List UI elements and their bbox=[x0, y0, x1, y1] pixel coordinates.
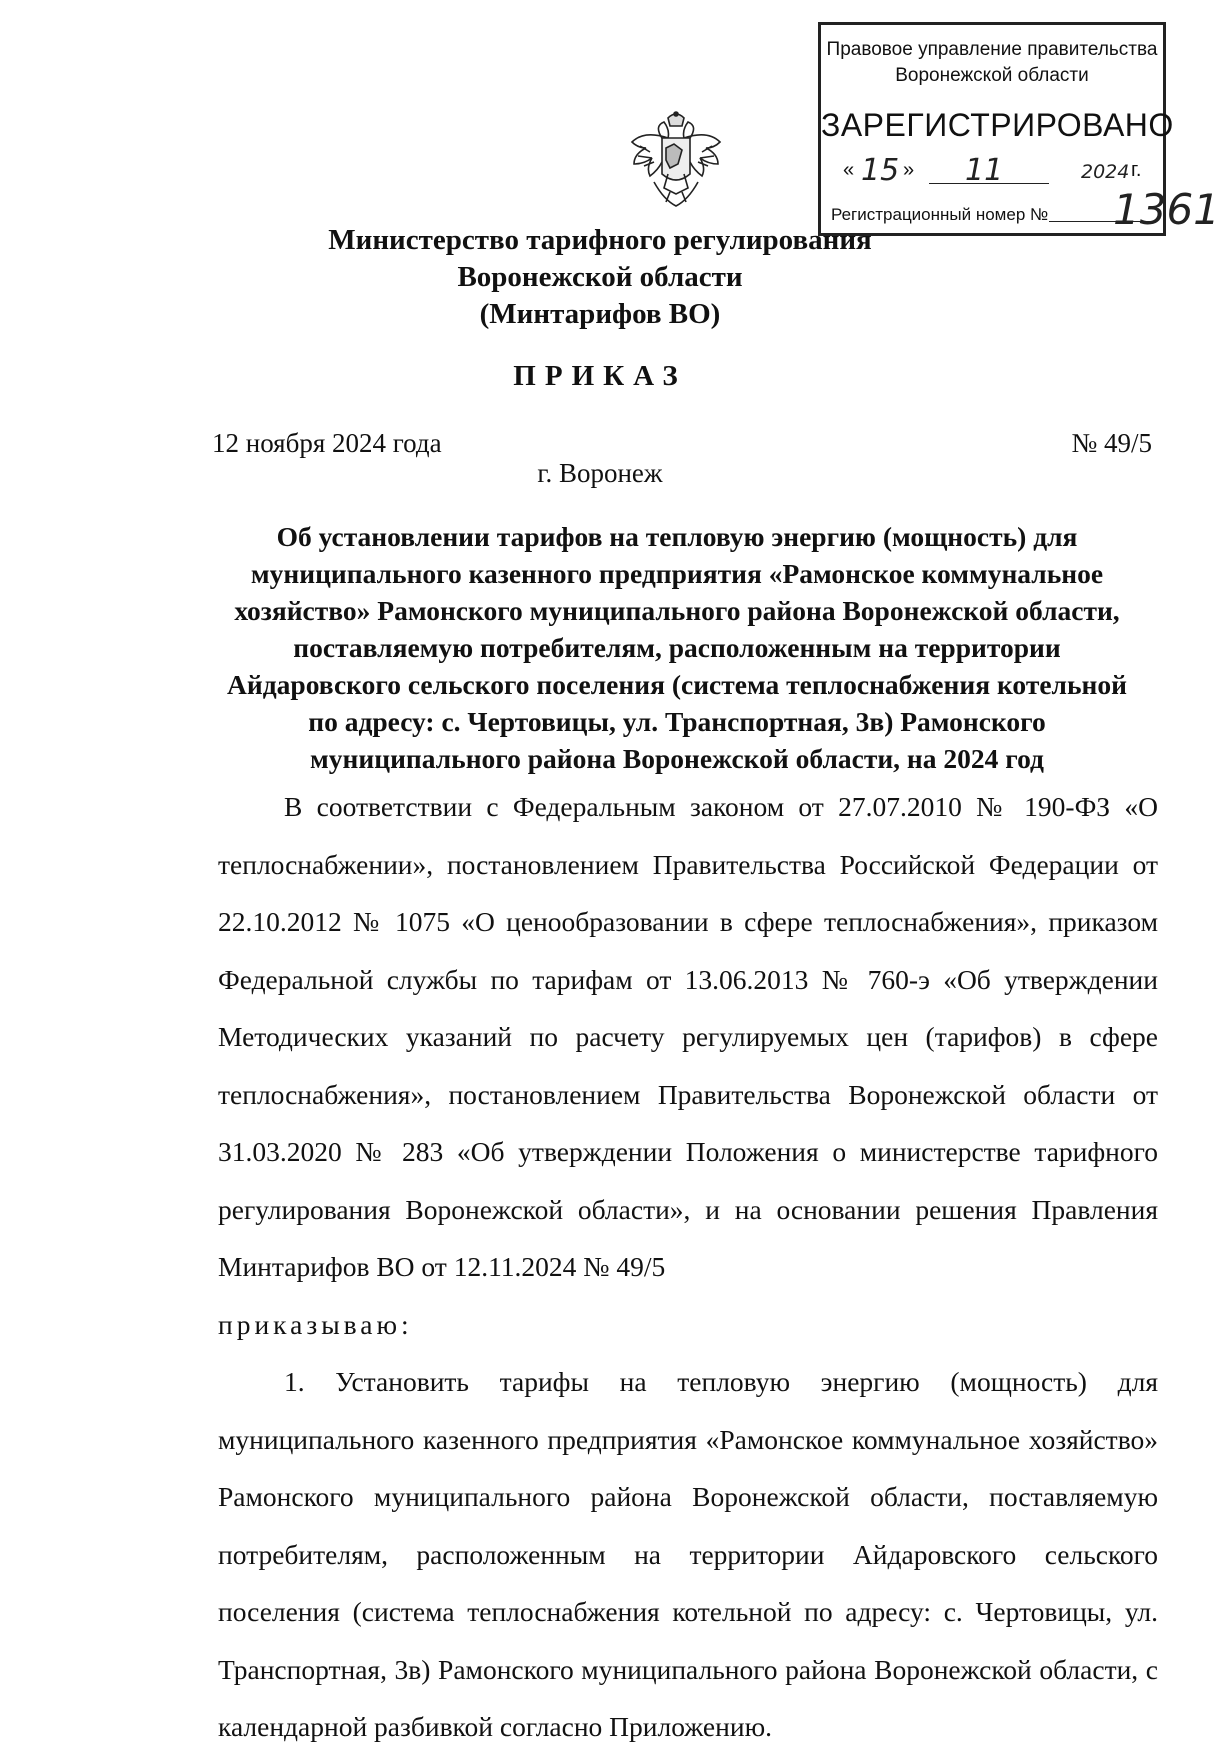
stamp-org-line1: Правовое управление правительства bbox=[826, 39, 1158, 60]
subject-line: Об установлении тарифов на тепловую энергию (мощность) для bbox=[276, 521, 1078, 552]
ministry-header bbox=[0, 222, 1200, 333]
coat-of-arms-icon bbox=[624, 108, 728, 212]
order-city: г. Воронеж bbox=[537, 458, 663, 488]
subject-line: хозяйство» Рамонского муниципального района Воронежской области, bbox=[234, 595, 1120, 626]
subject-line: муниципального района Воронежской области, на 2024 год bbox=[310, 743, 1044, 774]
item-1-paragraph: 1. Установить тарифы на тепловую энергию (мощность) для муниципального казенного предприятия «Рамонское коммунальное хозяйство» Рамонского муниципального района Воронежской области, поставляемую потребителям, расположенным на территории Айдаровского сельского поселения (система теплоснабжения котельной по адресу: с. Чертовицы, ул. Транспортная, 3в) Рамонского муниципального района Воронежской области, с календарной разбивкой согласно Приложению. bbox=[218, 1366, 1158, 1742]
registration-stamp bbox=[818, 22, 1220, 236]
stamp-date-day: 15 bbox=[861, 153, 900, 188]
preamble-paragraph: В соответствии с Федеральным законом от 27.07.2010 № 190-ФЗ «О теплоснабжении», постановлением Правительства Российской Федерации от 22.10.2012 № 1075 «О ценообразовании в сфере теплоснабжения», приказом Федеральной службы по тарифам от 13.06.2013 № 760-э «Об утверждении Методических указаний по расчету регулируемых цен (тарифов) в сфере теплоснабжения», постановлением Правительства Воронежской области от 31.03.2020 № 283 «Об утверждении Положения о министерстве тарифного регулирования Воронежской области», и на основании решения Правления Минтарифов ВО от 12.11.2024 № 49/5 bbox=[218, 791, 1158, 1282]
order-word: приказываю: bbox=[218, 1308, 413, 1340]
subject-line: по адресу: с. Чертовицы, ул. Транспортная, 3в) Рамонского bbox=[308, 706, 1046, 737]
stamp-date-month: 11 bbox=[965, 153, 1004, 188]
subject-line: поставляемую потребителям, расположенным на территории bbox=[293, 632, 1061, 663]
stamp-reg-number: 1361 bbox=[1113, 185, 1220, 234]
order-number: № 49/5 bbox=[1071, 428, 1152, 458]
subject-line: муниципального казенного предприятия «Рамонское коммунальное bbox=[250, 558, 1104, 589]
ministry-short: (Минтарифов ВО) bbox=[479, 298, 721, 330]
ministry-line2: Воронежской области bbox=[457, 261, 743, 293]
stamp-date-year: 2024 bbox=[1081, 161, 1130, 183]
stamp-date: « 15 » 11 2024 г. bbox=[843, 153, 1142, 188]
order-subject bbox=[200, 518, 1154, 777]
stamp-reg-label: Регистрационный номер № bbox=[831, 205, 1049, 224]
stamp-org-line2: Воронежской области bbox=[895, 65, 1089, 86]
stamp-status: ЗАРЕГИСТРИРОВАНО bbox=[821, 107, 1174, 143]
stamp-year-suffix: г. bbox=[1131, 159, 1142, 181]
ministry-line1: Министерство тарифного регулирования bbox=[328, 224, 872, 256]
order-title: ПРИКАЗ bbox=[513, 360, 687, 392]
document-body bbox=[218, 778, 1158, 1756]
subject-line: Айдаровского сельского поселения (система теплоснабжения котельной bbox=[227, 669, 1127, 700]
order-date: 12 ноября 2024 года bbox=[212, 428, 442, 458]
